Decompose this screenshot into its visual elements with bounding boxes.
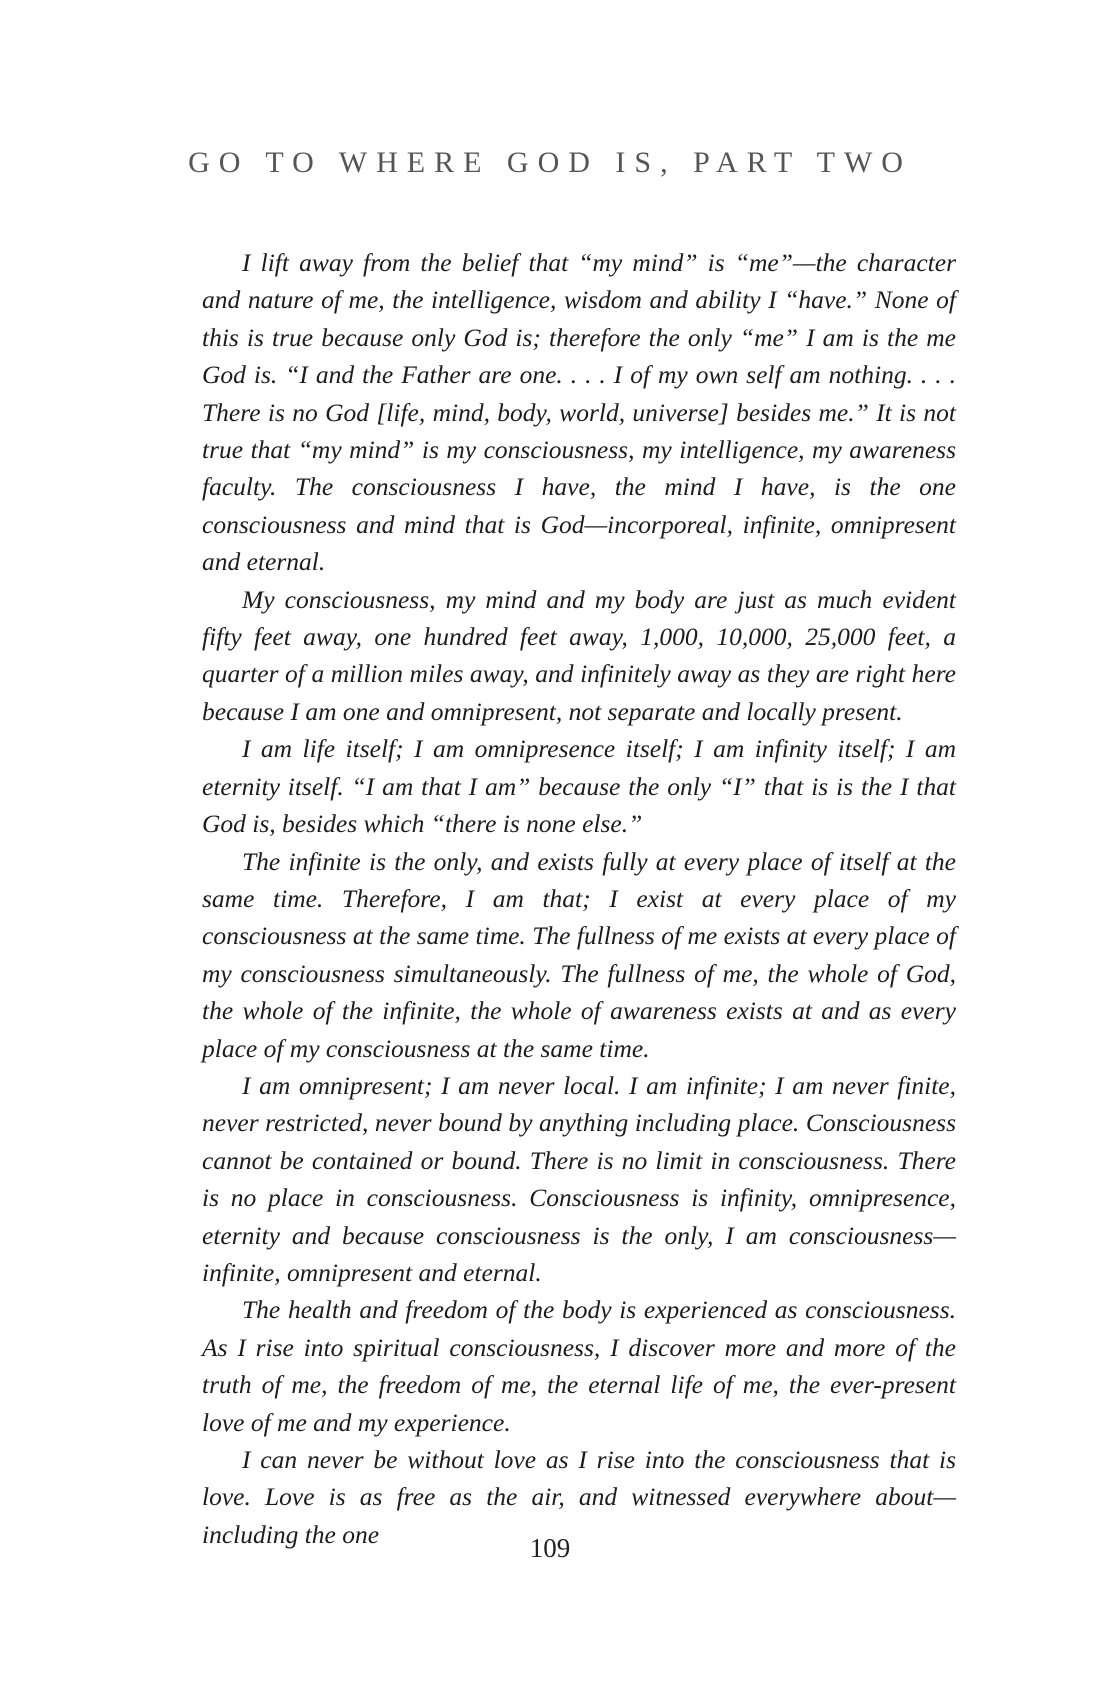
paragraph: I lift away from the belief that “my mind” is “me”—the character and nature of me, the intelligence, wisdom and ability I “have.” None of this is true because only God is; therefore the only “me” I am is the me God is. “I and the Father are one. . . . I of my own self am nothing. . . . There is no God [life, mind, body, world, universe] besides me.” It is not true that “my mind” is my consciousness, my intelligence, my awareness faculty. The consciousness I have, the mind I have, is the one consciousness and mind that is God—incorporeal, infinite, omnipresent and eternal. — [202, 248, 956, 577]
paragraph: I am life itself; I am omnipresence itself; I am infinity itself; I am eternity itself. “I am that I am” because the only “I” that is is the I that God is, besides which “there is none else.” — [202, 734, 956, 839]
paragraph: I can never be without love as I rise into the consciousness that is love. Love is as free as the air, and witnessed everywhere about—including the one — [202, 1445, 956, 1549]
paragraph: The infinite is the only, and exists fully at every place of itself at the same time. Therefore, I am that; I exist at every place of my consciousness at the same time. The fullness of me exists at every place of my consciousness simultaneously. The fullness of me, the whole of God, the whole of the infinite, the whole of awareness exists at and as every place of my consciousness at the same time. — [202, 846, 956, 1063]
paragraph: The health and freedom of the body is experienced as consciousness. As I rise into spiritual consciousness, I discover more and more of the truth of me, the freedom of me, the eternal life of me, the ever-present love of me and my experience. — [202, 1295, 956, 1437]
body-text — [202, 244, 956, 1553]
running-head: GO TO WHERE GOD IS, PART TWO — [188, 146, 912, 179]
paragraph: My consciousness, my mind and my body are just as much evident fifty feet away, one hundred feet away, 1,000, 10,000, 25,000 feet, a quarter of a million miles away, and infinitely away as they are right here because I am one and omnipresent, not separate and locally present. — [202, 584, 956, 726]
page-number: 109 — [529, 1533, 571, 1563]
paragraph: I am omnipresent; I am never local. I am infinite; I am never finite, never restricted, never bound by anything including place. Consciousness cannot be contained or bound. There is no limit in consciousness. There is no place in consciousness. Consciousness is infinity, omnipresence, eternity and because consciousness is the only, I am consciousness—infinite, omnipresent and eternal. — [202, 1070, 956, 1287]
